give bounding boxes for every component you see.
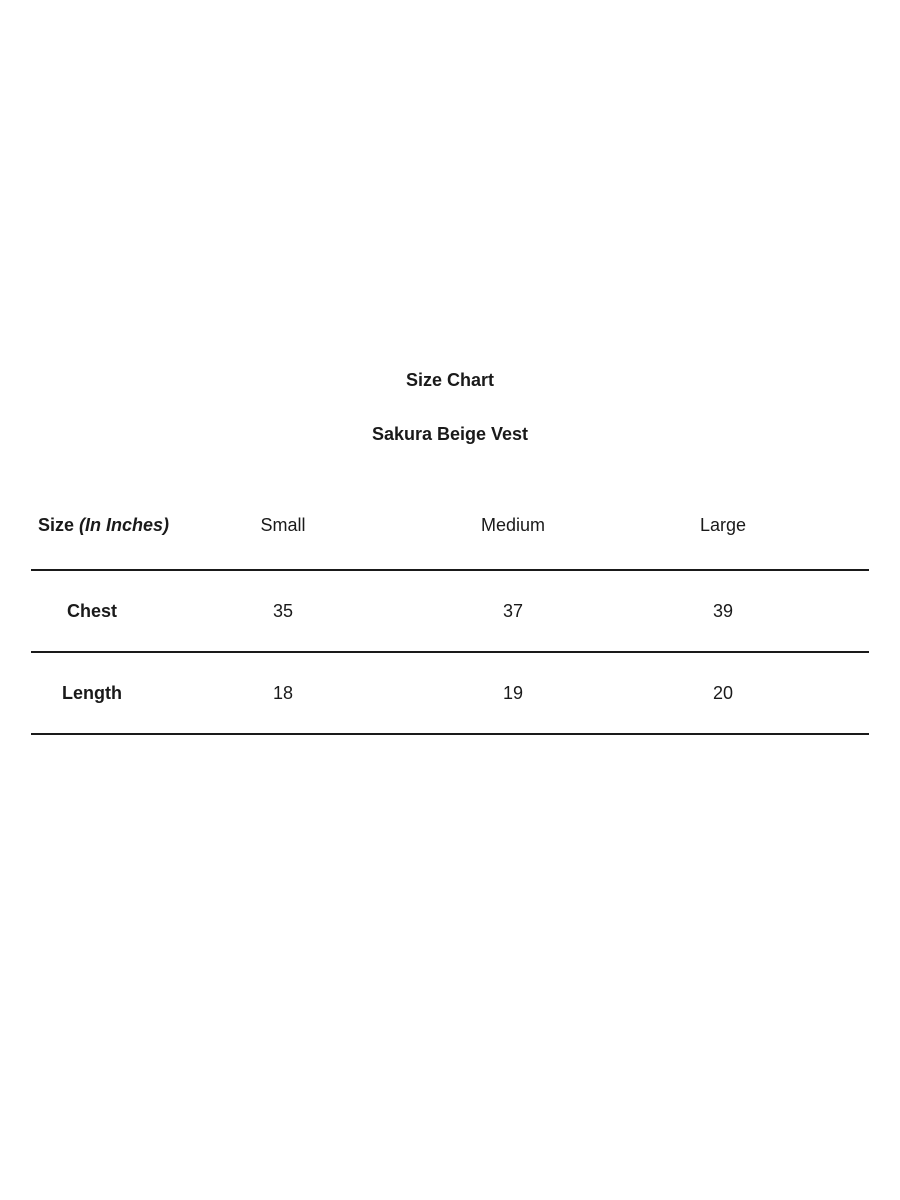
chest-small-value: 35 — [272, 600, 294, 621]
column-header-medium: Medium — [480, 514, 546, 535]
column-header-large: Large — [699, 514, 747, 535]
size-header-cell — [38, 496, 170, 554]
table-row-chest — [31, 571, 869, 653]
length-large-value: 20 — [712, 682, 734, 703]
column-header-small: Small — [260, 514, 306, 535]
unit-label: (In Inches) — [79, 514, 170, 535]
length-medium-value: 19 — [502, 682, 524, 703]
table-row-length — [31, 653, 869, 735]
row-label-length: Length — [62, 682, 122, 703]
row-label-chest: Chest — [66, 600, 117, 621]
table-header-row — [31, 496, 869, 571]
chest-medium-value: 37 — [502, 600, 524, 621]
size-chart-table — [31, 496, 869, 735]
chest-large-value: 39 — [712, 600, 734, 621]
length-small-value: 18 — [272, 682, 294, 703]
product-name: Sakura Beige Vest — [371, 424, 529, 444]
size-header-label: Size — [38, 514, 75, 535]
page-title: Size Chart — [405, 370, 495, 390]
